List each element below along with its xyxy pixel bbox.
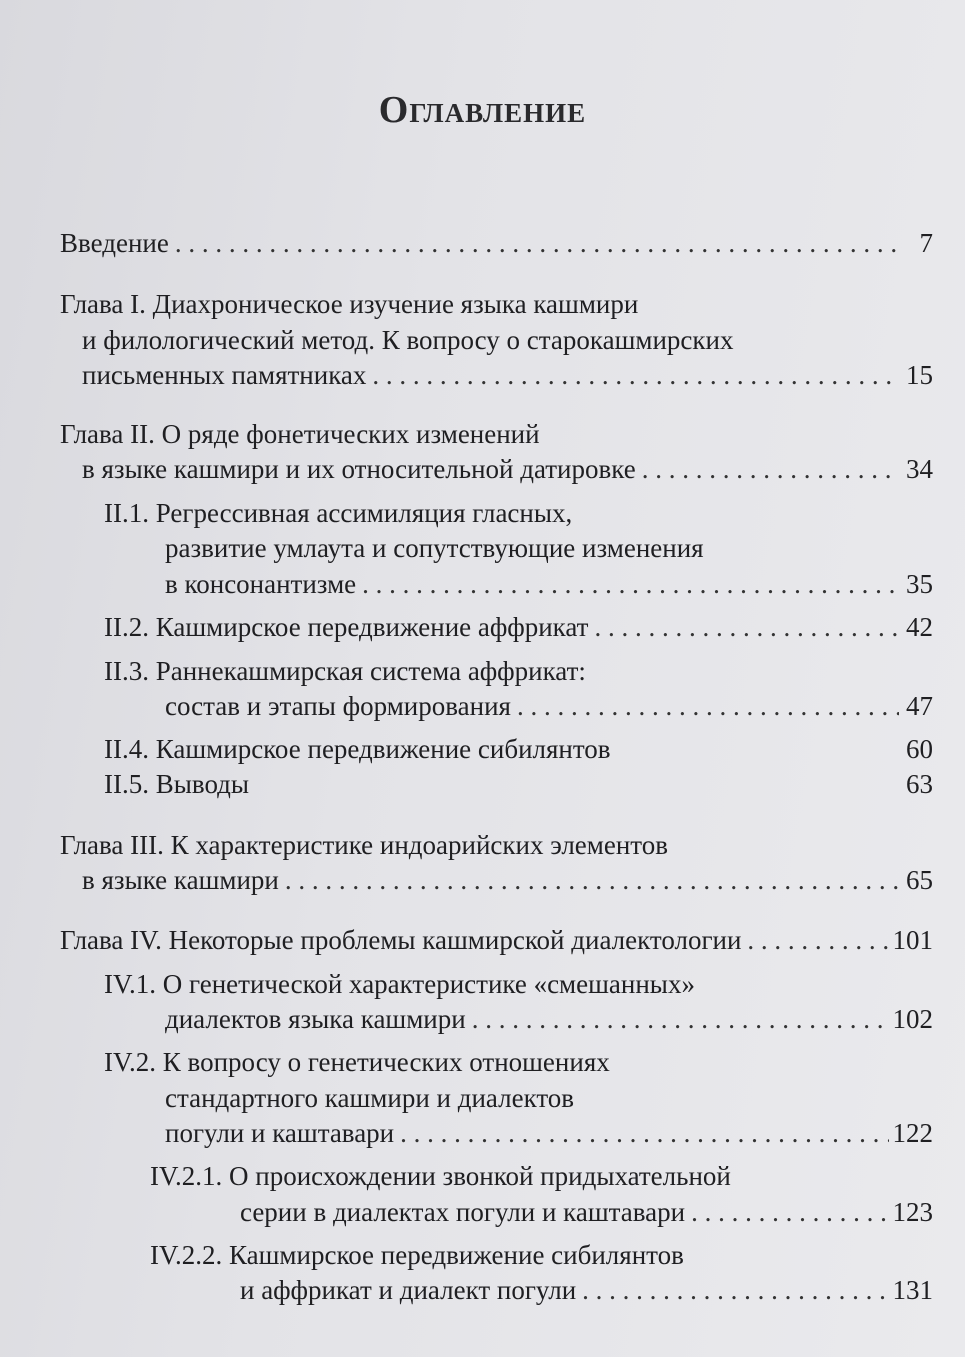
toc-entry-title: Глава IV. Некоторые проблемы кашмирской диалектологии [60,925,742,955]
toc-entry-s41[interactable] [165,1001,933,1037]
toc-entry-s22[interactable] [104,609,933,645]
toc-page-number: 122 [892,1118,933,1148]
toc-entry-title: серии в диалектах погули и каштавари [240,1197,686,1227]
toc-page-number: 42 [906,612,933,642]
toc-entry-title: диалектов языка кашмири [165,1004,466,1034]
toc-page-number: 60 [906,734,933,764]
toc-entry-title: Введение [60,228,169,258]
toc-entry-ch1-line1: Глава I. Диахроническое изучение языка кашмири [60,289,639,319]
toc-entry-intro[interactable] [60,225,933,261]
toc-page-number: 123 [892,1197,933,1227]
toc-entry-s42[interactable] [165,1115,933,1151]
toc-leader-dots [175,225,899,261]
toc-page-number: 15 [906,360,933,390]
toc-entry-ch1[interactable] [82,357,933,393]
toc-leader-dots [642,451,899,487]
toc-entry-ch3-line1: Глава III. К характеристике индоарийских элементов [60,830,669,860]
toc-entry-title: и аффрикат и диалект погули [240,1275,577,1305]
toc-entry-s42-line2: стандартного кашмири и диалектов [165,1083,575,1113]
toc-leader-dots [285,862,899,898]
toc-entry-s41-line1: IV.1. О генетической характеристике «смешанных» [104,969,695,999]
toc-leader-dots [747,922,888,958]
toc-entry-s23-line1: II.3. Раннекашмирская система аффрикат: [104,656,586,686]
toc-entry-s24[interactable] [104,731,933,767]
toc-page-number: 65 [906,865,933,895]
toc-entry-title: II.5. Выводы [104,769,250,799]
toc-leader-dots [517,688,899,724]
toc-page-number: 47 [906,691,933,721]
toc-entry-title: в языке кашмири [82,865,279,895]
toc-entry-s421-line1: IV.2.1. О происхождении звонкой придыхательной [150,1161,731,1191]
toc-entry-ch2-line1: Глава II. О ряде фонетических изменений [60,419,540,449]
toc-leader-dots [472,1001,889,1037]
toc-entry-title: состав и этапы формирования [165,691,511,721]
toc-entry-s25[interactable] [104,766,933,802]
toc-entry-s21[interactable] [165,566,933,602]
page-title: Оглавление [378,89,587,131]
toc-entry-s422[interactable] [240,1272,933,1308]
toc-entry-s421[interactable] [240,1194,933,1230]
toc-entry-title: II.2. Кашмирское передвижение аффрикат [104,612,589,642]
toc-entry-s23[interactable] [165,688,933,724]
toc-entry-title: в консонантизме [165,569,357,599]
toc-page-number: 63 [906,769,933,799]
toc-entry-ch3[interactable] [82,862,933,898]
toc-entry-s21-line2: развитие умлаута и сопутствующие изменения [165,533,704,563]
toc-entry-s21-line1: II.1. Регрессивная ассимиляция гласных, [104,498,573,528]
toc-leader-dots [362,566,899,602]
toc-leader-dots [594,609,899,645]
toc-entry-title: письменных памятниках [82,360,367,390]
toc-entry-s42-line1: IV.2. К вопросу о генетических отношениях [104,1047,610,1077]
toc-page-number: 34 [906,454,933,484]
toc-page-number: 131 [892,1275,933,1305]
toc-entry-ch2[interactable] [82,451,933,487]
toc-leader-dots [400,1115,888,1151]
toc-entry-s422-line1: IV.2.2. Кашмирское передвижение сибилянтов [150,1240,684,1270]
toc-leader-dots [582,1272,888,1308]
toc-page-number: 102 [892,1004,933,1034]
toc-entry-ch1-line2: и филологический метод. К вопросу о старокашмирских [82,325,734,355]
toc-entry-title: погули и каштавари [165,1118,395,1148]
toc-entry-title: II.4. Кашмирское передвижение сибилянтов [104,734,611,764]
toc-entry-title: в языке кашмири и их относительной датировке [82,454,636,484]
toc-leader-dots [372,357,899,393]
toc-page-number: 35 [906,569,933,599]
toc-page-number: 7 [919,228,933,258]
toc-leader-dots [691,1194,888,1230]
toc-entry-ch4[interactable] [60,922,933,958]
toc-page-number: 101 [892,925,933,955]
